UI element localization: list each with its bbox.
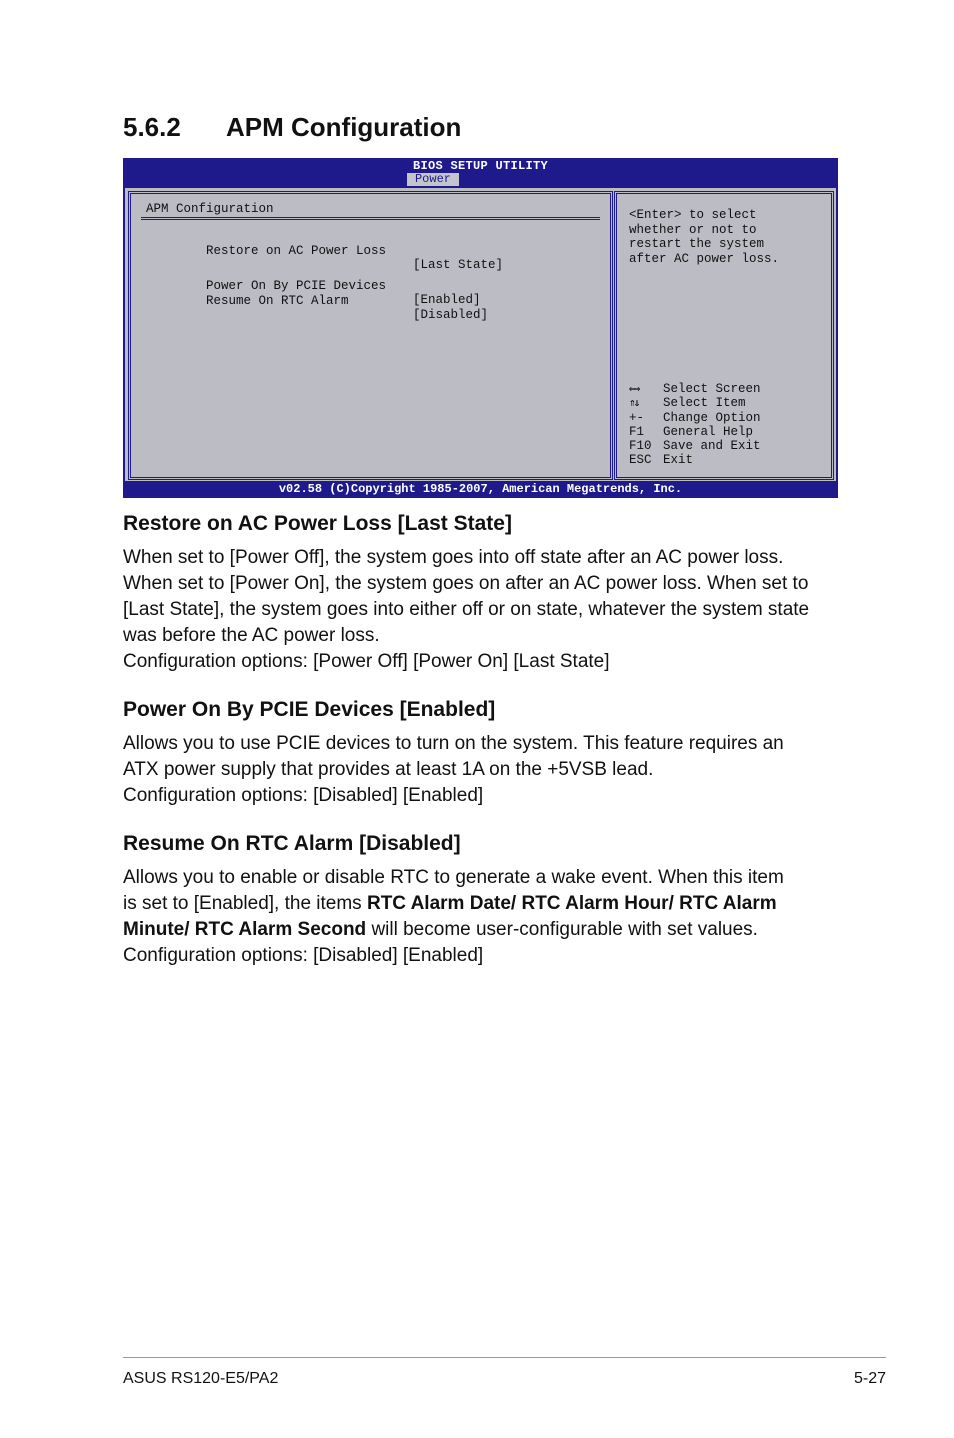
footer-page-number: 5-27 bbox=[853, 1370, 886, 1387]
bios-body bbox=[125, 188, 836, 481]
bios-tab-power[interactable]: Power bbox=[407, 173, 459, 186]
bios-item-value[interactable]: [Last State] bbox=[413, 258, 504, 272]
key-general-help: F1 General Help bbox=[629, 424, 754, 439]
bios-screenshot bbox=[123, 158, 838, 498]
bios-item-label: Power On By PCIE Devices bbox=[206, 279, 387, 293]
bios-help-text: <Enter> to select whether or not to restart the system after AC power loss. bbox=[629, 208, 780, 266]
key-select-screen: ⇐⇒ Select Screen bbox=[629, 382, 761, 396]
heading-restore-ac: Restore on AC Power Loss [Last State] bbox=[123, 512, 512, 535]
bios-help-panel bbox=[614, 191, 834, 480]
heading-pcie: Power On By PCIE Devices [Enabled] bbox=[123, 698, 496, 721]
bios-item-value[interactable]: [Disabled] bbox=[413, 308, 489, 322]
bios-header-title: BIOS SETUP UTILITY bbox=[412, 159, 549, 173]
section-number: 5.6.2 bbox=[123, 112, 181, 142]
page-title bbox=[123, 112, 461, 143]
bios-settings-panel bbox=[128, 191, 613, 480]
bios-item-label: Resume On RTC Alarm bbox=[206, 294, 349, 308]
up-down-arrows-icon: ⇑⇓ bbox=[629, 398, 639, 411]
bios-section-label: APM Configuration bbox=[146, 202, 274, 216]
bios-item-value[interactable]: [Enabled] bbox=[413, 293, 481, 307]
left-right-arrows-icon: ⇐⇒ bbox=[629, 384, 639, 396]
footer-divider bbox=[123, 1357, 886, 1358]
bios-key-legend bbox=[629, 382, 761, 468]
key-save-exit: F10 Save and Exit bbox=[629, 439, 761, 454]
footer-product-name: ASUS RS120-E5/PA2 bbox=[123, 1370, 279, 1387]
divider bbox=[141, 217, 600, 220]
bios-item-label: Restore on AC Power Loss bbox=[206, 244, 387, 258]
heading-rtc: Resume On RTC Alarm [Disabled] bbox=[123, 832, 461, 855]
key-select-item: ⇑⇓ Select Item bbox=[629, 396, 746, 411]
key-exit: ESC Exit bbox=[629, 453, 694, 468]
paragraph-rtc: Allows you to enable or disable RTC to generate a wake event. When this item is set to [Enabled], the items RTC Alarm Date/ RTC Alarm Hour/ RTC Alarm Minute/ RTC Alarm Second will become user-configurable with set values. Configuration options: [Disabled] [Enabled] bbox=[123, 867, 784, 966]
bios-copyright: v02.58 (C)Copyright 1985-2007, American Megatrends, Inc. bbox=[278, 482, 683, 496]
paragraph-restore-ac: When set to [Power Off], the system goes into off state after an AC power loss. When set to [Power On], the system goes on after an AC power loss. When set to [Last State], the system goes into either off or on state, whatever the system state was before the AC power loss. Configuration options: [Power Off] [Power On] [Last State] bbox=[123, 547, 810, 672]
section-title: APM Configuration bbox=[226, 112, 462, 142]
paragraph-pcie: Allows you to use PCIE devices to turn on the system. This feature requires an ATX power supply that provides at least 1A on the +5VSB lead. Configuration options: [Disabled] [Enabled] bbox=[123, 733, 784, 806]
key-change-option: +- Change Option bbox=[629, 410, 761, 425]
